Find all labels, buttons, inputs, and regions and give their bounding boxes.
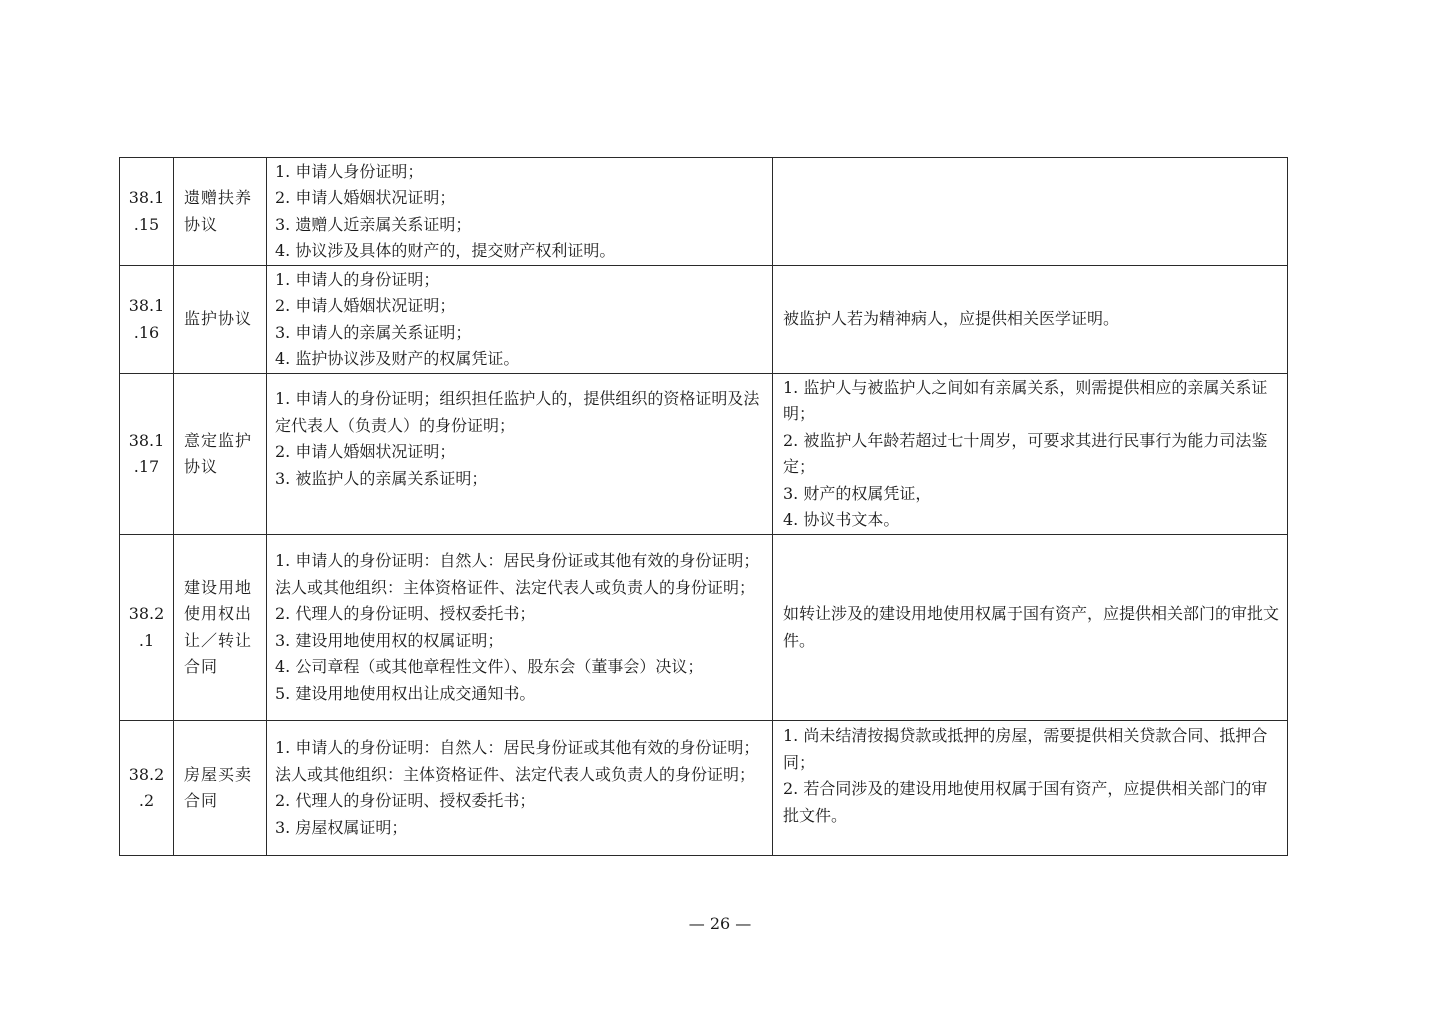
item-code-cell: [120, 266, 174, 374]
item-code-cell: [120, 374, 174, 535]
notes-cell: [773, 158, 1288, 266]
table-row: [120, 374, 1288, 535]
item-name-cell: [174, 158, 267, 266]
requirement-item: 2. 代理人的身份证明、授权委托书；: [275, 791, 536, 810]
requirements-list: [275, 548, 764, 707]
requirements-cell: [267, 535, 773, 721]
requirement-item: 1. 申请人的身份证明；组织担任监护人的，提供组织的资格证明及法定代表人（负责人）的身份证明；: [275, 389, 760, 435]
requirement-item: 2. 申请人婚姻状况证明；: [275, 296, 456, 315]
requirement-item: 3. 申请人的亲属关系证明；: [275, 322, 472, 342]
item-code-cell: [120, 535, 174, 721]
note-item: 2. 若合同涉及的建设用地使用权属于国有资产，应提供相关部门的审批文件。: [783, 779, 1268, 825]
requirement-item: 5. 建设用地使用权出让成交通知书。: [275, 683, 536, 703]
requirements-list: [275, 735, 764, 841]
requirements-cell: [267, 158, 773, 266]
item-code: 38.1 .17: [128, 430, 165, 476]
item-code: 38.2 .1: [128, 604, 165, 650]
requirements-list: [275, 267, 764, 373]
notes-cell: [773, 266, 1288, 374]
item-name: 监护协议: [184, 309, 253, 329]
table-row: [120, 721, 1288, 856]
note-item: 4. 协议书文本。: [783, 510, 900, 529]
requirement-item: 3. 房屋权属证明；: [275, 817, 408, 837]
table-row: [120, 158, 1288, 266]
table-body: [120, 158, 1288, 856]
requirements-cell: [267, 374, 773, 535]
item-code: 38.2 .2: [128, 764, 165, 810]
note-item: 2. 被监护人年龄若超过七十周岁，可要求其进行民事行为能力司法鉴定；: [783, 430, 1268, 476]
item-name-cell: [174, 266, 267, 374]
requirements-cell: [267, 266, 773, 374]
requirement-item: 2. 申请人婚姻状况证明；: [275, 188, 456, 207]
note-item: 3. 财产的权属凭证，: [783, 483, 932, 503]
table-row: [120, 535, 1288, 721]
item-name: 遗赠扶养 协议: [184, 188, 253, 234]
item-name: 房屋买卖 合同: [184, 764, 253, 810]
item-code-cell: [120, 158, 174, 266]
requirement-item: 3. 建设用地使用权的权属证明；: [275, 630, 504, 650]
requirement-item: 1. 申请人身份证明；: [275, 161, 424, 181]
requirements-table: [119, 157, 1288, 856]
table-row: [120, 266, 1288, 374]
item-code: 38.1 .16: [128, 296, 165, 342]
note-item: 被监护人若为精神病人，应提供相关医学证明。: [783, 309, 1120, 329]
item-name-cell: [174, 374, 267, 535]
page-number: — 26 —: [688, 914, 752, 933]
note-item: 如转让涉及的建设用地使用权属于国有资产，应提供相关部门的审批文件。: [783, 604, 1280, 650]
requirement-item: 2. 代理人的身份证明、授权委托书；: [275, 604, 536, 623]
item-name: 建设用地 使用权出 让／转让 合同: [184, 577, 253, 676]
requirements-list: [275, 386, 764, 492]
requirement-item: 1. 申请人的身份证明；: [275, 269, 440, 289]
item-name-cell: [174, 721, 267, 856]
requirement-item: 4. 监护协议涉及财产的权属凭证。: [275, 349, 520, 368]
item-code: 38.1 .15: [128, 188, 165, 234]
requirement-item: 1. 申请人的身份证明：自然人：居民身份证或其他有效的身份证明；法人或其他组织：主体资格证件、法定代表人或负责人的身份证明；: [275, 738, 760, 784]
requirement-item: 4. 公司章程（或其他章程性文件）、股东会（董事会）决议；: [275, 657, 704, 676]
item-name: 意定监护 协议: [184, 430, 253, 476]
requirements-cell: [267, 721, 773, 856]
notes-cell: [773, 535, 1288, 721]
notes-cell: [773, 721, 1288, 856]
note-item: 1. 监护人与被监护人之间如有亲属关系，则需提供相应的亲属关系证明；: [783, 377, 1268, 423]
requirement-item: 1. 申请人的身份证明：自然人：居民身份证或其他有效的身份证明；法人或其他组织：主体资格证件、法定代表人或负责人的身份证明；: [275, 551, 760, 597]
notes-cell: [773, 374, 1288, 535]
note-item: 1. 尚未结清按揭贷款或抵押的房屋，需要提供相关贷款合同、抵押合同；: [783, 726, 1268, 772]
requirements-list: [275, 159, 764, 265]
requirement-item: 2. 申请人婚姻状况证明；: [275, 442, 456, 461]
requirement-item: 4. 协议涉及具体的财产的，提交财产权利证明。: [275, 241, 616, 260]
item-code-cell: [120, 721, 174, 856]
requirement-item: 3. 被监护人的亲属关系证明；: [275, 468, 488, 488]
item-name-cell: [174, 535, 267, 721]
requirement-item: 3. 遗赠人近亲属关系证明；: [275, 214, 472, 234]
